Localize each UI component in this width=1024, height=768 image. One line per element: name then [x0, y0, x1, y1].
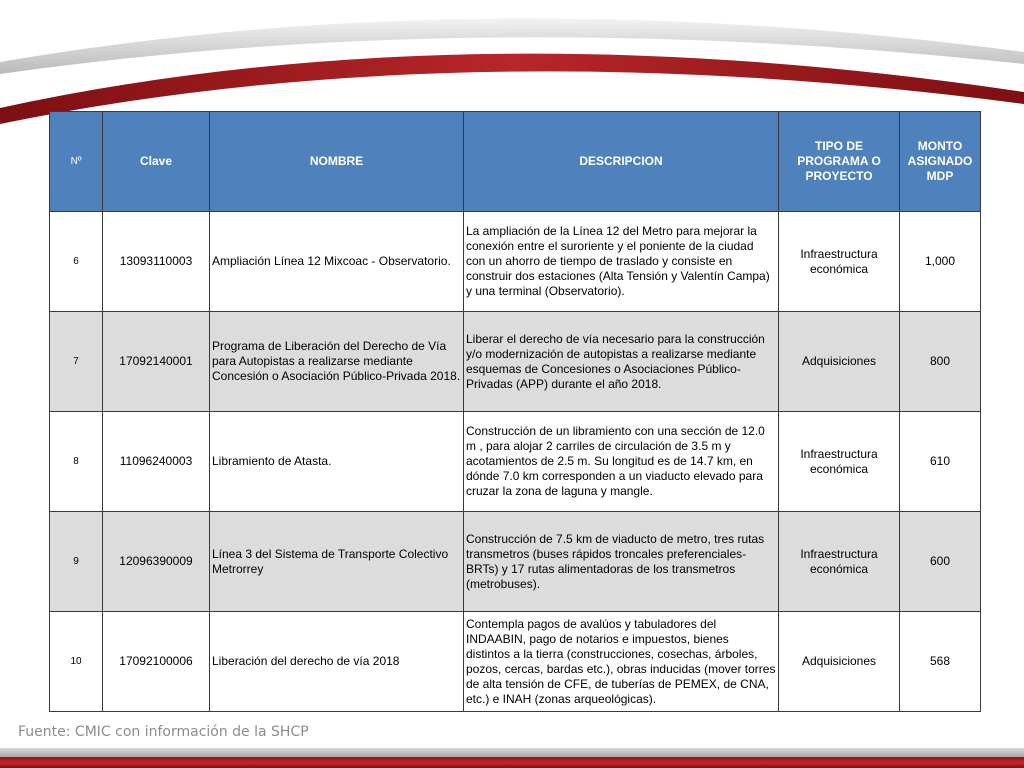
cell-descripcion: La ampliación de la Línea 12 del Metro para mejorar la conexión entre el suroriente y el poniente de la ciudad con un ahorro de tiempo de traslado y consiste en construir dos estaciones (Alta Tensión y Valentín Campa) y una terminal (Observatorio).	[464, 212, 779, 312]
source-note: Fuente: CMIC con información de la SHCP	[18, 724, 309, 740]
cell-num: 8	[50, 412, 103, 512]
cell-descripcion: Contempla pagos de avalúos y tabuladores del INDAABIN, pago de notarios e impuestos, bienes distintos a la tierra (construcciones, cosechas, árboles, pozos, cercas, bardas etc.), obras inducidas (mover torres de alta tensión de CFE, de tuberías de PEMEX, de CNA, etc.) e INAH (zonas arqueológicas).	[464, 612, 779, 712]
table-row	[50, 212, 981, 312]
footer-red-stripe	[0, 757, 1024, 768]
table-row	[50, 512, 981, 612]
cell-nombre: Libramiento de Atasta.	[210, 412, 464, 512]
cell-monto: 568	[900, 612, 981, 712]
cell-nombre: Ampliación Línea 12 Mixcoac - Observatorio.	[210, 212, 464, 312]
cell-nombre: Línea 3 del Sistema de Transporte Colectivo Metrorrey	[210, 512, 464, 612]
cell-descripcion: Liberar el derecho de vía necesario para la construcción y/o modernización de autopistas a realizarse mediante esquemas de Concesiones o Asociaciones Público-Privadas (APP) durante el año 2018.	[464, 312, 779, 412]
cell-descripcion: Construcción de un libramiento con una sección de 12.0 m , para alojar 2 carriles de circulación de 3.5 m y acotamientos de 2.5 m. Su longitud es de 14.7 km, en dónde 7.0 km corresponden a un viaducto elevado para cruzar la zona de laguna y mangle.	[464, 412, 779, 512]
header-clave: Clave	[103, 112, 210, 212]
header-tipo: TIPO DE PROGRAMA O PROYECTO	[779, 112, 900, 212]
cell-tipo: Infraestructura económica	[779, 412, 900, 512]
header-descripcion: DESCRIPCION	[464, 112, 779, 212]
table-row	[50, 612, 981, 712]
cell-num: 6	[50, 212, 103, 312]
cell-nombre: Liberación del derecho de vía 2018	[210, 612, 464, 712]
table-row	[50, 312, 981, 412]
cell-nombre: Programa de Liberación del Derecho de Vía para Autopistas a realizarse mediante Concesión o Asociación Público-Privada 2018.	[210, 312, 464, 412]
footer-bar-decoration	[0, 748, 1024, 768]
cell-descripcion: Construcción de 7.5 km de viaducto de metro, tres rutas transmetros (buses rápidos troncales preferenciales-BRTs) y 17 rutas alimentadoras de los transmetros (metrobuses).	[464, 512, 779, 612]
cell-clave: 17092100006	[103, 612, 210, 712]
header-num: Nº	[50, 112, 103, 212]
cell-clave: 17092140001	[103, 312, 210, 412]
header-nombre: NOMBRE	[210, 112, 464, 212]
cell-clave: 13093110003	[103, 212, 210, 312]
cell-monto: 800	[900, 312, 981, 412]
cell-tipo: Adquisiciones	[779, 612, 900, 712]
table-header-row	[50, 112, 981, 212]
projects-table	[49, 111, 981, 712]
cell-tipo: Infraestructura económica	[779, 212, 900, 312]
cell-tipo: Adquisiciones	[779, 312, 900, 412]
header-monto: MONTO ASIGNADO MDP	[900, 112, 981, 212]
cell-clave: 12096390009	[103, 512, 210, 612]
footer-grey-stripe	[0, 748, 1024, 757]
cell-monto: 600	[900, 512, 981, 612]
cell-monto: 1,000	[900, 212, 981, 312]
cell-num: 9	[50, 512, 103, 612]
cell-num: 7	[50, 312, 103, 412]
table-row	[50, 412, 981, 512]
cell-tipo: Infraestructura económica	[779, 512, 900, 612]
cell-num: 10	[50, 612, 103, 712]
cell-monto: 610	[900, 412, 981, 512]
cell-clave: 11096240003	[103, 412, 210, 512]
